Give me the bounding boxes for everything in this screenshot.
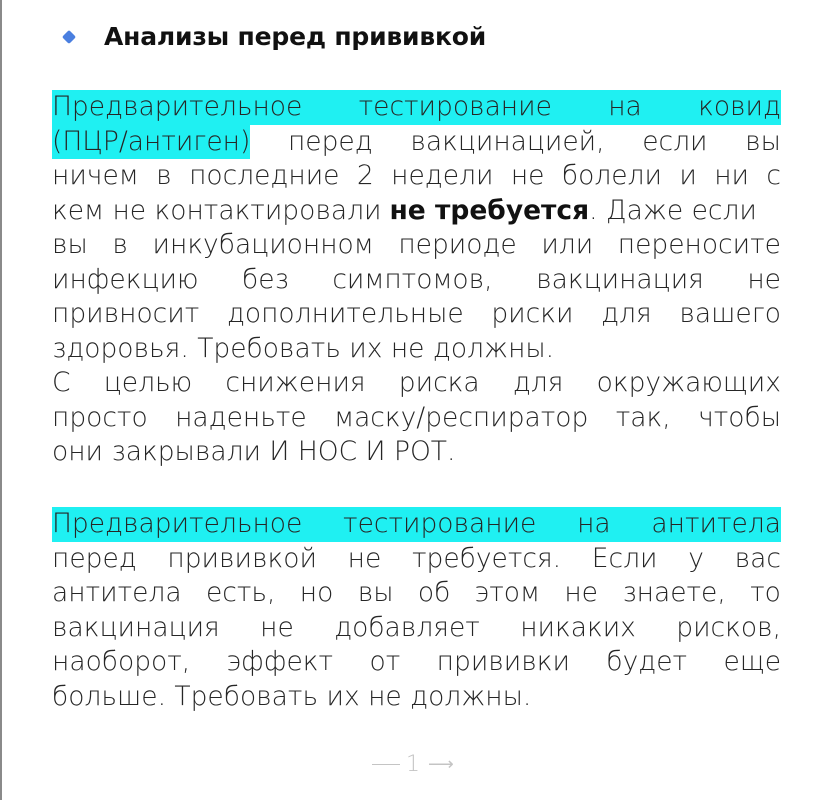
page-left-border xyxy=(0,0,2,800)
text-line xyxy=(52,645,781,680)
word: наденьте xyxy=(175,401,307,433)
word: вакцинация xyxy=(536,263,704,295)
word: так, xyxy=(615,401,671,433)
word: есть, xyxy=(205,577,276,608)
word: (ПЦР/антиген) xyxy=(52,125,250,160)
word: в xyxy=(112,229,128,260)
word: болели xyxy=(561,160,662,191)
text-line xyxy=(52,194,781,229)
word: знаете, xyxy=(622,577,726,608)
word: ни xyxy=(714,160,750,191)
word: больше. Требовать их не должны. xyxy=(52,680,532,712)
word: риска xyxy=(398,367,480,398)
word: инкубационном xyxy=(152,229,374,260)
word: не xyxy=(347,542,382,574)
word: не xyxy=(564,577,598,608)
text-line xyxy=(52,507,781,542)
word: вашего xyxy=(679,298,781,329)
word: инфекцию xyxy=(52,263,199,295)
word: эффект xyxy=(226,646,334,677)
word: еще xyxy=(723,646,781,677)
word: будет xyxy=(606,646,688,677)
word: не xyxy=(510,160,545,191)
word: перед xyxy=(52,542,137,574)
word: Если xyxy=(591,542,658,574)
word: об xyxy=(417,577,451,608)
text-line xyxy=(52,297,781,332)
word: прививки xyxy=(436,646,570,677)
word: тестирование xyxy=(358,91,552,122)
word: недели xyxy=(391,160,494,191)
text-line xyxy=(52,576,781,611)
word: кем не контактировали xyxy=(52,194,382,226)
text-line xyxy=(52,401,781,436)
word: антитела xyxy=(651,508,781,539)
page-indicator xyxy=(372,752,454,777)
word: маску/респиратор xyxy=(334,401,589,433)
word: тестирование xyxy=(343,508,537,539)
word: требуется. xyxy=(411,542,562,574)
word: этом xyxy=(474,577,540,608)
word: ковид xyxy=(698,91,781,122)
word: окружающих xyxy=(596,367,781,398)
word: снижения xyxy=(225,367,366,398)
word: переносите xyxy=(617,229,781,260)
word: вас xyxy=(734,542,781,574)
word: вы xyxy=(52,229,88,260)
text-line xyxy=(52,680,781,715)
word: добавляет xyxy=(334,611,480,643)
word: периоде xyxy=(398,229,517,260)
word: на xyxy=(577,508,611,539)
word: 2 xyxy=(356,160,374,191)
paragraph-antibody-test xyxy=(52,507,781,714)
word: но xyxy=(299,577,334,608)
word: наоборот, xyxy=(52,646,191,677)
word: вы xyxy=(357,577,394,608)
word: от xyxy=(369,646,401,677)
word: здоровья. Требовать их не должны. xyxy=(52,332,555,364)
word: если xyxy=(642,125,708,157)
word: ничем xyxy=(52,160,139,191)
pager-dash xyxy=(372,764,400,766)
word: вы xyxy=(745,125,781,157)
word: привносит xyxy=(52,298,200,329)
blue-diamond-icon xyxy=(62,29,76,43)
word: вакцинацией, xyxy=(410,125,605,157)
word: и xyxy=(679,160,697,191)
word: для xyxy=(512,367,564,398)
text-line xyxy=(52,159,781,194)
word: у xyxy=(688,542,704,574)
word: Предварительное xyxy=(52,508,303,539)
word: на xyxy=(608,91,642,122)
paragraph-covid-test xyxy=(52,90,781,366)
word: . Даже если xyxy=(589,194,757,226)
text-line xyxy=(52,332,781,367)
word: Предварительное xyxy=(52,91,303,122)
text-line xyxy=(52,125,781,160)
word: не xyxy=(747,263,781,295)
word: просто xyxy=(52,401,148,433)
word: они закрывали И НОС И РОТ. xyxy=(52,436,456,467)
text-line xyxy=(52,263,781,298)
text-line xyxy=(52,611,781,646)
word: никаких xyxy=(520,611,636,643)
word: вакцинация xyxy=(52,611,220,643)
word: чтобы xyxy=(698,401,781,433)
arrow-right-icon[interactable]: ⟶ xyxy=(428,754,454,775)
text-line xyxy=(52,228,781,263)
word: С xyxy=(52,367,71,398)
bold-emphasis: не требуется xyxy=(389,194,590,226)
word: риски xyxy=(491,298,574,329)
word: не xyxy=(260,611,294,643)
word: перед xyxy=(287,125,373,157)
word: с xyxy=(766,160,781,191)
text-line xyxy=(52,435,781,470)
word: или xyxy=(541,229,594,260)
word: антитела xyxy=(52,577,182,608)
word: без xyxy=(242,263,289,295)
word: прививкой xyxy=(167,542,317,574)
paragraph-mask-advice xyxy=(52,366,781,470)
word: целью xyxy=(103,367,193,398)
word: дополнительные xyxy=(226,298,464,329)
word: симптомов, xyxy=(332,263,493,295)
text-line xyxy=(52,366,781,401)
word: рисков, xyxy=(676,611,781,643)
word: для xyxy=(601,298,652,329)
word: то xyxy=(750,577,781,608)
word: последние xyxy=(189,160,340,191)
page-number: 1 xyxy=(406,752,420,777)
section-heading xyxy=(62,22,486,51)
text-line xyxy=(52,542,781,577)
word: в xyxy=(156,160,172,191)
heading-title: Анализы перед прививкой xyxy=(104,22,487,51)
text-line xyxy=(52,90,781,125)
